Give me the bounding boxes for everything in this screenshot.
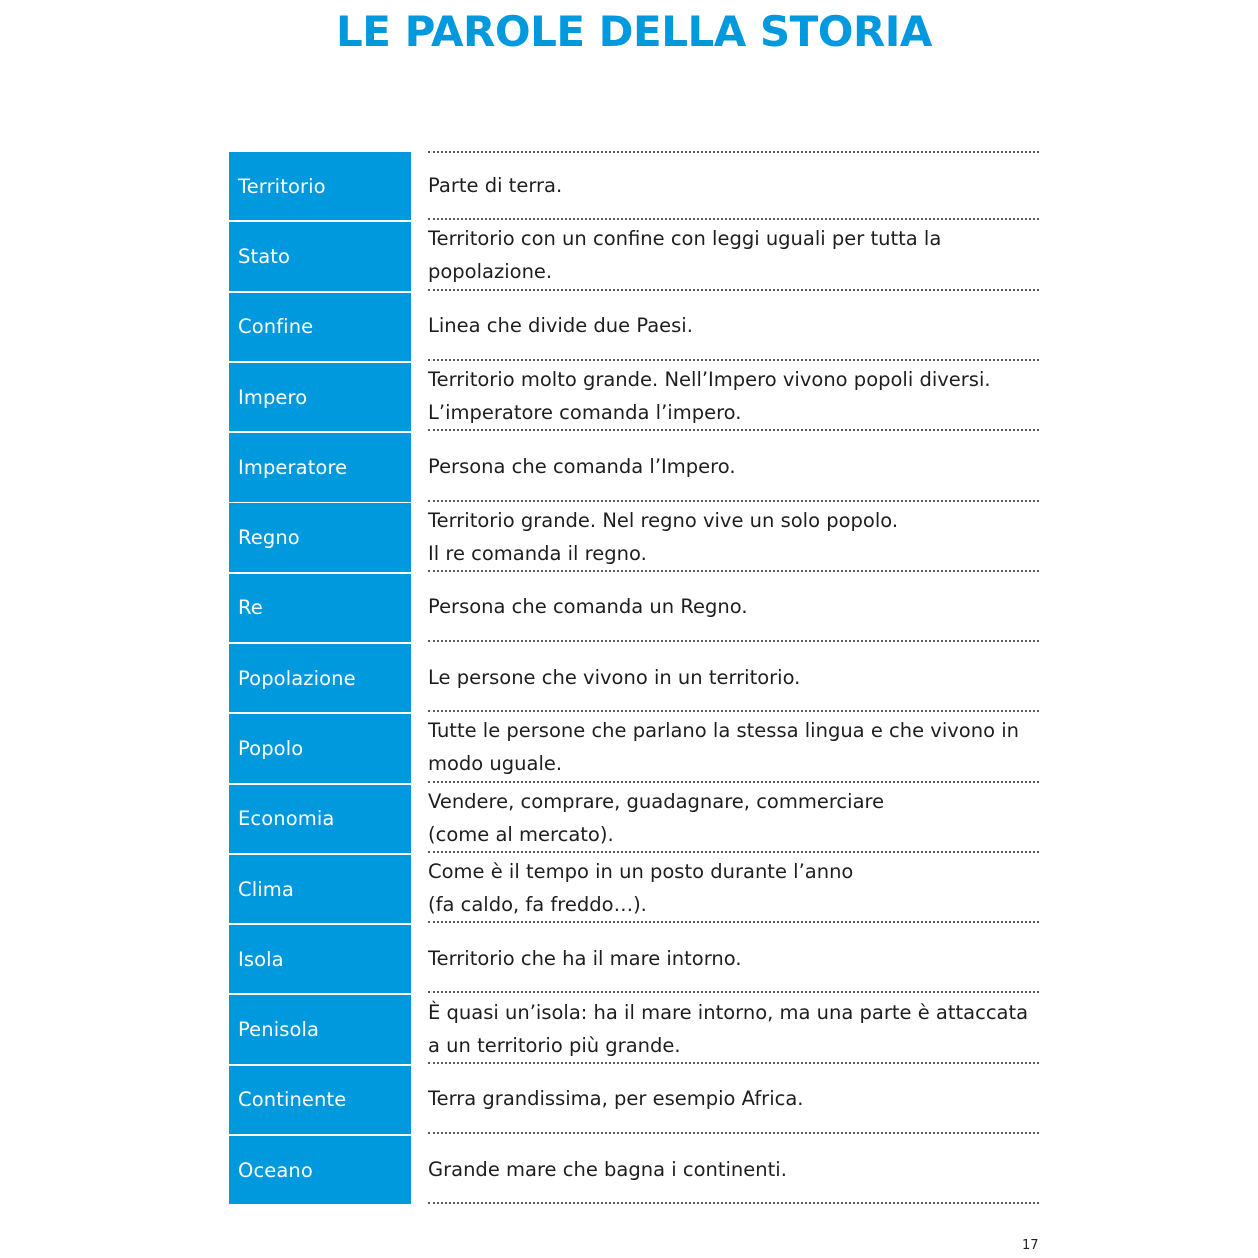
glossary-definition: Grande mare che bagna i continenti. (428, 1136, 1039, 1204)
glossary-term: Economia (229, 785, 411, 853)
glossary-row (229, 855, 1039, 923)
glossary-row (229, 1066, 1039, 1134)
glossary-term: Popolazione (229, 644, 411, 712)
glossary-row (229, 152, 1039, 220)
glossary-definition: Persona che comanda l’Impero. (428, 433, 1039, 501)
glossary-table (229, 152, 1039, 1206)
glossary-row (229, 222, 1039, 290)
glossary-definition: Le persone che vivono in un territorio. (428, 644, 1039, 712)
glossary-row (229, 1136, 1039, 1204)
glossary-term: Impero (229, 363, 411, 431)
glossary-definition: Tutte le persone che parlano la stessa lingua e che vivono in modo uguale. (428, 714, 1039, 782)
glossary-row (229, 293, 1039, 361)
glossary-term: Popolo (229, 714, 411, 782)
glossary-definition: Come è il tempo in un posto durante l’anno (fa caldo, fa freddo…). (428, 855, 1039, 923)
glossary-term: Re (229, 574, 411, 642)
glossary-definition: Territorio che ha il mare intorno. (428, 925, 1039, 993)
glossary-term: Continente (229, 1066, 411, 1134)
glossary-row (229, 925, 1039, 993)
page-title: LE PAROLE DELLA STORIA (336, 7, 932, 56)
page-number: 17 (1022, 1238, 1039, 1253)
glossary-definition: Terra grandissima, per esempio Africa. (428, 1066, 1039, 1134)
glossary-term: Isola (229, 925, 411, 993)
glossary-row (229, 433, 1039, 501)
glossary-term: Territorio (229, 152, 411, 220)
glossary-definition: È quasi un’isola: ha il mare intorno, ma una parte è attaccata a un territorio più grande. (428, 995, 1039, 1063)
glossary-row (229, 785, 1039, 853)
glossary-definition: Linea che divide due Paesi. (428, 293, 1039, 361)
glossary-definition: Territorio grande. Nel regno vive un solo popolo. Il re comanda il regno. (428, 503, 1039, 571)
glossary-row (229, 574, 1039, 642)
glossary-term: Penisola (229, 995, 411, 1063)
glossary-row (229, 644, 1039, 712)
glossary-definition: Parte di terra. (428, 152, 1039, 220)
glossary-term: Stato (229, 222, 411, 290)
glossary-definition: Vendere, comprare, guadagnare, commerciare (come al mercato). (428, 785, 1039, 853)
glossary-definition: Territorio molto grande. Nell’Impero vivono popoli diversi. L’imperatore comanda l’impero. (428, 363, 1039, 431)
glossary-row (229, 995, 1039, 1063)
glossary-term: Oceano (229, 1136, 411, 1204)
glossary-term: Imperatore (229, 433, 411, 501)
glossary-definition: Territorio con un confine con leggi uguali per tutta la popolazione. (428, 222, 1039, 290)
glossary-row (229, 714, 1039, 782)
glossary-row (229, 363, 1039, 431)
glossary-term: Confine (229, 293, 411, 361)
glossary-term: Clima (229, 855, 411, 923)
glossary-row (229, 503, 1039, 571)
glossary-term: Regno (229, 503, 411, 571)
glossary-definition: Persona che comanda un Regno. (428, 574, 1039, 642)
